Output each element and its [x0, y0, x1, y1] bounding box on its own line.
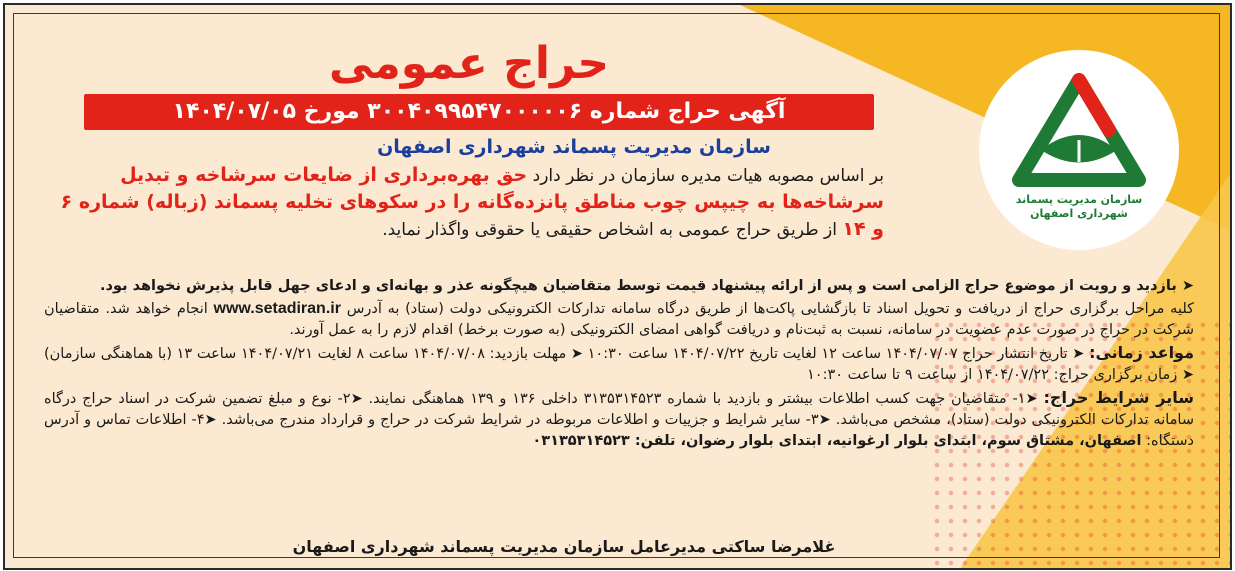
notice-body [44, 276, 1194, 453]
notice-banner: آگهی حراج شماره ۳۰۰۴۰۹۹۵۴۷۰۰۰۰۰۶ مورخ ۱۴۰۴/۰۷/۰۵ [84, 94, 874, 130]
process-text-2: انجام خواهد شد. متقاضیان شرکت در حراج در صورت عدم عضویت در سامانه، نسبت به ثبت‌نام و دریافت گواهی امضای الکترونیکی (به صورت برخط) اقدام لازم را به عمل آورند. [44, 301, 1194, 338]
logo-caption-line1: سازمان مدیریت پسماند [1015, 193, 1143, 206]
conditions-paragraph [44, 387, 1194, 452]
process-paragraph [44, 298, 1194, 341]
signature: غلامرضا ساکتی مدیرعامل سازمان مدیریت پسماند شهرداری اصفهان [292, 537, 836, 556]
organization-name: سازمان مدیریت پسماند شهرداری اصفهان [377, 136, 771, 158]
visit-requirement: ➤ بازدید و رویت از موضوع حراج الزامی است و پس از ارائه پیشنهاد قیمت توسط متقاضیان هیچگونه عذر و بهانه‌ای و ادعای جهل قابل پذیرش نخواهد بود. [100, 278, 1194, 294]
notice-inner-border [13, 13, 1220, 558]
intro-highlight: حق بهره‌برداری از ضایعات سرشاخه و تبدیل سرشاخه‌ها به چیپس چوب مناطق پانزده‌گانه را در سکوهای تخلیه پسماند (زباله) شماره ۶ و ۱۴ [60, 164, 884, 240]
logo-caption-line2: شهرداری اصفهان [1030, 207, 1128, 220]
organization-logo [979, 50, 1179, 250]
schedule-paragraph [44, 342, 1194, 386]
conditions-text: ➤۱- متقاضیان جهت کسب اطلاعات بیشتر و بازدید با شماره ۳۱۳۵۳۱۴۵۲۳ داخلی ۱۳۶ و ۱۳۹ هماهنگی نمایند. ➤۲- نوع و مبلغ تضمین شرکت در اسناد حراج درگاه سامانه تدارکات الکترونیکی دولت (ستاد)، مشخص می‌باشد. ➤۳- سایر شرایط و جزییات و اطلاعات مربوطه در شرایط شرکت در حراج و قرارداد مندرج می‌باشد. ➤۴- اطلاعات تماس و آدرس دستگاه: [44, 391, 1194, 449]
logo-caption [1009, 193, 1149, 221]
notice-title: حراج عمومی [328, 38, 610, 89]
process-text: کلیه مراحل برگزاری حراج از دریافت و تحویل اسناد تا بازگشایی پاکت‌ها از طریق درگاه سامانه تدارکات الکترونیکی دولت (ستاد) به آدرس [346, 301, 1195, 317]
intro-paragraph [44, 162, 884, 243]
conditions-label: سایر شرایط حراج: [1043, 388, 1194, 407]
notice-frame [3, 3, 1232, 570]
schedule-text: ➤ تاریخ انتشار حراج ۱۴۰۴/۰۷/۰۷ ساعت ۱۲ لغایت تاریخ ۱۴۰۴/۰۷/۲۲ ساعت ۱۰:۳۰ ➤ مهلت بازدید: ۱۴۰۴/۰۷/۰۸ ساعت ۸ لغایت ۱۴۰۴/۰۷/۲۱ ساعت ۱۳ (با هماهنگی سازمان) ➤ زمان برگزاری حراج: ۱۴۰۴/۰۷/۲۲ از ساعت ۹ تا ساعت ۱۰:۳۰ [44, 346, 1194, 383]
website-link[interactable]: www.setadiran.ir [213, 300, 341, 317]
address-text: اصفهان، مشتاق سوم، ابتدای بلوار ارغوانیه، ابتدای بلوار رضوان، تلفن: ۰۳۱۳۵۳۱۴۵۲۳ [532, 433, 1142, 449]
intro-tail: از طریق حراج عمومی به اشخاص حقیقی یا حقوقی واگذار نماید. [382, 220, 837, 240]
intro-lead: بر اساس مصوبه هیات مدیره سازمان در نظر دارد [532, 166, 884, 186]
schedule-label: مواعد زمانی: [1089, 343, 1194, 362]
